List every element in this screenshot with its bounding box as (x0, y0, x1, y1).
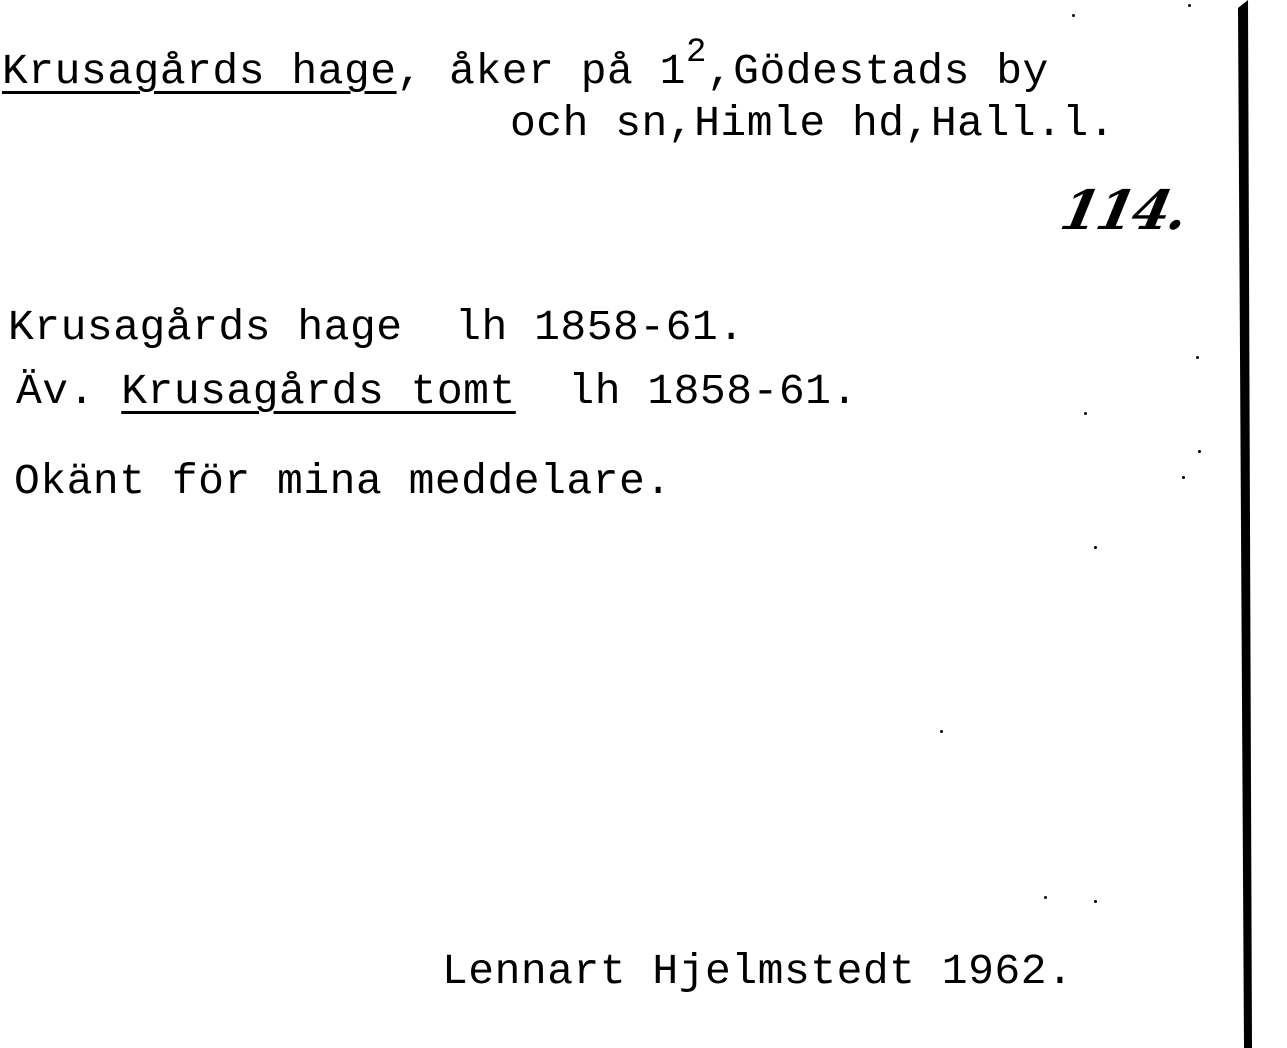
scan-speck (1198, 450, 1201, 453)
scan-speck (1084, 412, 1087, 415)
scan-speck (1182, 476, 1185, 479)
scan-speck (1094, 900, 1097, 903)
note-line: Okänt för mina meddelare. (14, 457, 672, 506)
header-line-2: och sn,Himle hd,Hall.l. (510, 99, 1115, 148)
headword: Krusagårds hage (2, 47, 397, 96)
scan-speck (1072, 14, 1075, 17)
header-line-1 (2, 34, 1049, 96)
entry-2-name: Krusagårds tomt (121, 367, 516, 416)
scan-speck (1188, 4, 1191, 7)
catalog-number: 114. (1055, 178, 1193, 242)
entry-2-prefix: Äv. (16, 367, 122, 416)
scan-speck (1094, 546, 1097, 549)
scan-speck (1196, 356, 1199, 359)
header-after-headword: , åker på 1 (396, 47, 686, 96)
header-superscript: 2 (685, 34, 707, 72)
scan-speck (940, 730, 943, 733)
entry-line-1: Krusagårds hage lh 1858-61. (8, 303, 745, 352)
entry-2-suffix: lh 1858-61. (515, 367, 858, 416)
card-edge-bar (1238, 0, 1252, 1048)
header-line-1-tail: ,Gödestads by (706, 47, 1049, 96)
signature: Lennart Hjelmstedt 1962. (442, 947, 1074, 996)
scan-speck (1044, 896, 1047, 899)
entry-line-2 (16, 367, 858, 416)
